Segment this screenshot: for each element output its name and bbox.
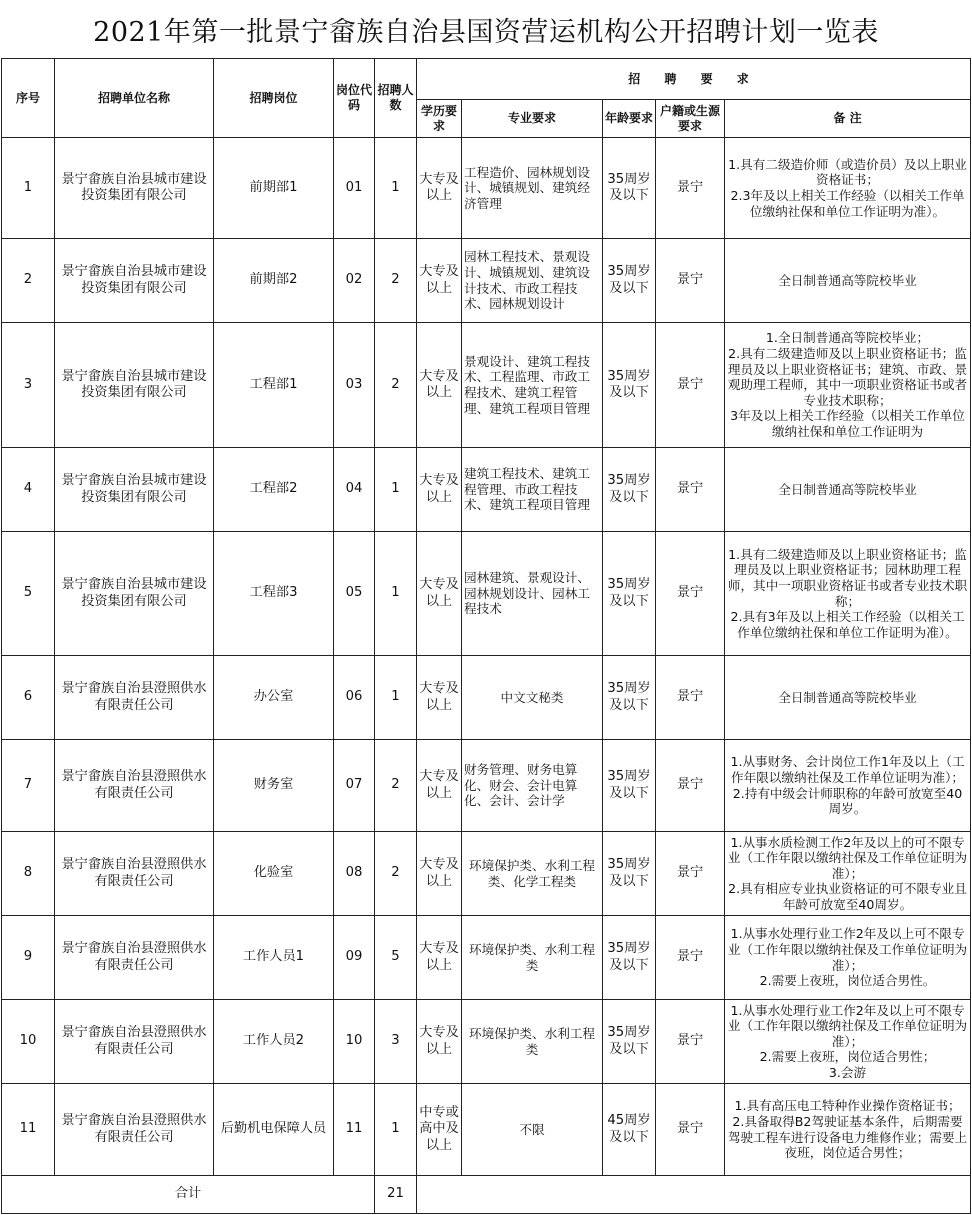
education-cell: 大专及以上 [417,740,462,832]
table-row [2,138,971,239]
table-row [2,323,971,448]
household-cell: 景宁 [656,448,725,532]
count-cell: 2 [375,740,417,832]
code-cell: 11 [334,1084,375,1176]
household-cell: 景宁 [656,138,725,239]
total-empty-cell [417,1176,971,1214]
seq-cell: 9 [2,916,55,1000]
age-cell: 35周岁及以下 [603,239,656,323]
unit-cell: 景宁畲族自治县城市建设投资集团有限公司 [55,239,214,323]
education-cell: 大专及以上 [417,532,462,656]
major-cell: 工程造价、园林规划设计、城镇规划、建筑经济管理 [462,138,603,239]
seq-cell: 4 [2,448,55,532]
unit-cell: 景宁畲族自治县城市建设投资集团有限公司 [55,448,214,532]
count-cell: 1 [375,532,417,656]
table-row [2,1000,971,1084]
unit-cell: 景宁畲族自治县澄照供水有限责任公司 [55,740,214,832]
household-cell: 景宁 [656,239,725,323]
age-cell: 35周岁及以下 [603,832,656,916]
table-row [2,239,971,323]
seq-cell: 11 [2,1084,55,1176]
household-cell: 景宁 [656,532,725,656]
count-cell: 1 [375,448,417,532]
unit-cell: 景宁畲族自治县澄照供水有限责任公司 [55,1084,214,1176]
code-cell: 03 [334,323,375,448]
position-cell: 化验室 [214,832,334,916]
major-cell: 中文文秘类 [462,656,603,740]
table-row [2,916,971,1000]
major-cell: 不限 [462,1084,603,1176]
position-cell: 前期部2 [214,239,334,323]
header-unit: 招聘单位名称 [55,59,214,138]
age-cell: 35周岁及以下 [603,532,656,656]
seq-cell: 6 [2,656,55,740]
header-requirements: 招 聘 要 求 [417,59,971,100]
header-age: 年龄要求 [603,100,656,138]
unit-cell: 景宁畲族自治县澄照供水有限责任公司 [55,916,214,1000]
code-cell: 08 [334,832,375,916]
major-cell: 景观设计、建筑工程技术、工程监理、市政工程技术、建筑工程管理、建筑工程项目管理 [462,323,603,448]
education-cell: 大专及以上 [417,916,462,1000]
remarks-cell: 1.从事水处理行业工作2年及以上可不限专业（工作年限以缴纳社保及工作单位证明为准）； 2.需要上夜班，岗位适合男性。 [725,916,971,1000]
education-cell: 大专及以上 [417,832,462,916]
education-cell: 大专及以上 [417,323,462,448]
count-cell: 3 [375,1000,417,1084]
major-cell: 环境保护类、水利工程类 [462,1000,603,1084]
seq-cell: 3 [2,323,55,448]
position-cell: 后勤机电保障人员 [214,1084,334,1176]
position-cell: 工程部2 [214,448,334,532]
table-row [2,532,971,656]
table-row [2,1084,971,1176]
household-cell: 景宁 [656,323,725,448]
education-cell: 大专及以上 [417,1000,462,1084]
header-major: 专业要求 [462,100,603,138]
age-cell: 35周岁及以下 [603,740,656,832]
remarks-cell: 1.具有二级建造师及以上职业资格证书；监理员及以上职业资格证书；园林助理工程师，其中一项职业资格证书或者专业技术职称； 2.具有3年及以上相关工作经验（以相关工作单位缴纳社保和单位工作证明为准）。 [725,532,971,656]
unit-cell: 景宁畲族自治县澄照供水有限责任公司 [55,832,214,916]
unit-cell: 景宁畲族自治县澄照供水有限责任公司 [55,656,214,740]
count-cell: 2 [375,239,417,323]
major-cell: 园林建筑、景观设计、园林规划设计、园林工程技术 [462,532,603,656]
count-cell: 1 [375,656,417,740]
table-row [2,832,971,916]
education-cell: 大专及以上 [417,239,462,323]
household-cell: 景宁 [656,916,725,1000]
age-cell: 35周岁及以下 [603,656,656,740]
position-cell: 工作人员1 [214,916,334,1000]
table-row [2,448,971,532]
count-cell: 1 [375,138,417,239]
position-cell: 工程部1 [214,323,334,448]
major-cell: 建筑工程技术、建筑工程管理、市政工程技术、建筑工程项目管理 [462,448,603,532]
header-code: 岗位代码 [334,59,375,138]
major-cell: 园林工程技术、景观设计、城镇规划、建筑设计技术、市政工程技术、园林规划设计 [462,239,603,323]
header-position: 招聘岗位 [214,59,334,138]
total-label: 合计 [2,1176,375,1214]
age-cell: 35周岁及以下 [603,138,656,239]
remarks-cell: 1.从事水质检测工作2年及以上的可不限专业（工作年限以缴纳社保及工作单位证明为准）； 2.具有相应专业执业资格证的可不限专业且年龄可放宽至40周岁。 [725,832,971,916]
seq-cell: 5 [2,532,55,656]
page-title: 2021年第一批景宁畲族自治县国资营运机构公开招聘计划一览表 [93,16,879,48]
education-cell: 中专或高中及以上 [417,1084,462,1176]
code-cell: 10 [334,1000,375,1084]
household-cell: 景宁 [656,832,725,916]
education-cell: 大专及以上 [417,656,462,740]
household-cell: 景宁 [656,1000,725,1084]
remarks-cell: 1.具有高压电工特种作业操作资格证书； 2.具备取得B2驾驶证基本条件，后期需要驾驶工程车进行设备电力维修作业；需要上夜班，岗位适合男性； [725,1084,971,1176]
count-cell: 5 [375,916,417,1000]
remarks-cell: 1.具有二级造价师（或造价员）及以上职业资格证书； 2.3年及以上相关工作经验（以相关工作单位缴纳社保和单位工作证明为准）。 [725,138,971,239]
recruitment-table [1,58,971,1214]
unit-cell: 景宁畲族自治县城市建设投资集团有限公司 [55,323,214,448]
remarks-cell: 全日制普通高等院校毕业 [725,656,971,740]
seq-cell: 1 [2,138,55,239]
header-count: 招聘人数 [375,59,417,138]
position-cell: 工程部3 [214,532,334,656]
position-cell: 办公室 [214,656,334,740]
code-cell: 09 [334,916,375,1000]
position-cell: 财务室 [214,740,334,832]
total-count: 21 [375,1176,417,1214]
household-cell: 景宁 [656,1084,725,1176]
major-cell: 财务管理、财务电算化、财会、会计电算化、会计、会计学 [462,740,603,832]
code-cell: 04 [334,448,375,532]
major-cell: 环境保护类、水利工程类、化学工程类 [462,832,603,916]
unit-cell: 景宁畲族自治县澄照供水有限责任公司 [55,1000,214,1084]
unit-cell: 景宁畲族自治县城市建设投资集团有限公司 [55,532,214,656]
remarks-cell: 全日制普通高等院校毕业 [725,239,971,323]
position-cell: 前期部1 [214,138,334,239]
seq-cell: 2 [2,239,55,323]
header-seq: 序号 [2,59,55,138]
age-cell: 35周岁及以下 [603,448,656,532]
remarks-cell: 1.从事财务、会计岗位工作1年及以上（工作年限以缴纳社保及工作单位证明为准）； 2.持有中级会计师职称的年龄可放宽至40周岁。 [725,740,971,832]
education-cell: 大专及以上 [417,138,462,239]
code-cell: 07 [334,740,375,832]
age-cell: 45周岁及以下 [603,1084,656,1176]
age-cell: 35周岁及以下 [603,916,656,1000]
count-cell: 1 [375,1084,417,1176]
seq-cell: 7 [2,740,55,832]
major-cell: 环境保护类、水利工程类 [462,916,603,1000]
header-remarks: 备 注 [725,100,971,138]
seq-cell: 10 [2,1000,55,1084]
code-cell: 06 [334,656,375,740]
household-cell: 景宁 [656,656,725,740]
age-cell: 35周岁及以下 [603,1000,656,1084]
education-cell: 大专及以上 [417,448,462,532]
total-row [2,1176,971,1214]
household-cell: 景宁 [656,740,725,832]
table-row [2,740,971,832]
remarks-cell: 全日制普通高等院校毕业 [725,448,971,532]
count-cell: 2 [375,323,417,448]
table-row [2,656,971,740]
code-cell: 01 [334,138,375,239]
position-cell: 工作人员2 [214,1000,334,1084]
code-cell: 02 [334,239,375,323]
header-education: 学历要求 [417,100,462,138]
age-cell: 35周岁及以下 [603,323,656,448]
remarks-cell: 1.全日制普通高等院校毕业； 2.具有二级建造师及以上职业资格证书；监理员及以上职业资格证书；建筑、市政、景观助理工程师，其中一项职业资格证书或者专业技术职称； 3年及以上相关工作经验（以相关工作单位缴纳社保和单位工作证明为 [725,323,971,448]
header-household: 户籍或生源要求 [656,100,725,138]
remarks-cell: 1.从事水处理行业工作2年及以上可不限专业（工作年限以缴纳社保及工作单位证明为准）； 2.需要上夜班，岗位适合男性； 3.会游 [725,1000,971,1084]
count-cell: 2 [375,832,417,916]
unit-cell: 景宁畲族自治县城市建设投资集团有限公司 [55,138,214,239]
code-cell: 05 [334,532,375,656]
seq-cell: 8 [2,832,55,916]
